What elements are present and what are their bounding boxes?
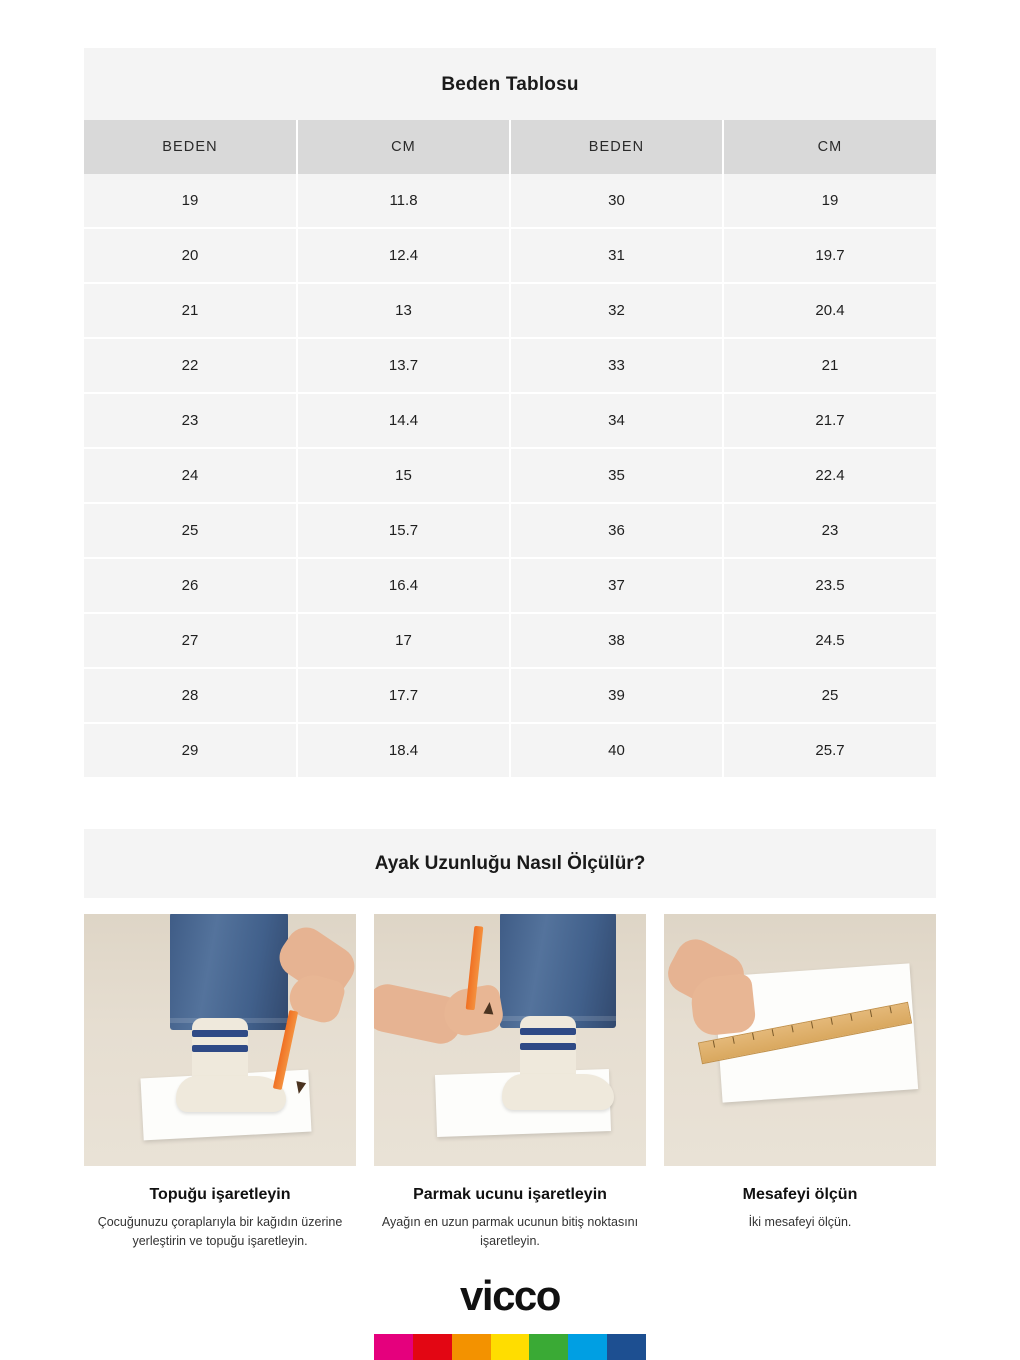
measure-step-3 bbox=[664, 914, 936, 1252]
cell: 29 bbox=[84, 723, 297, 777]
table-row bbox=[84, 283, 936, 338]
photo-heel-marking bbox=[84, 914, 356, 1166]
color-swatch-1 bbox=[374, 1334, 413, 1360]
cell: 31 bbox=[510, 228, 723, 283]
cell: 11.8 bbox=[297, 174, 510, 228]
table-row bbox=[84, 558, 936, 613]
cell: 17 bbox=[297, 613, 510, 668]
color-swatch-3 bbox=[452, 1334, 491, 1360]
measure-step-1 bbox=[84, 914, 356, 1252]
cell: 23 bbox=[723, 503, 936, 558]
cell: 35 bbox=[510, 448, 723, 503]
cell: 21 bbox=[723, 338, 936, 393]
measure-section bbox=[84, 829, 936, 1252]
step-heading: Mesafeyi ölçün bbox=[742, 1186, 858, 1203]
cell: 15.7 bbox=[297, 503, 510, 558]
table-row bbox=[84, 174, 936, 228]
step-description: Ayağın en uzun parmak ucunun bitiş noktasını işaretleyin. bbox=[381, 1215, 639, 1249]
color-swatch-2 bbox=[413, 1334, 452, 1360]
cell: 19.7 bbox=[723, 228, 936, 283]
cell: 13.7 bbox=[297, 338, 510, 393]
table-row bbox=[84, 668, 936, 723]
table-row bbox=[84, 393, 936, 448]
size-table-title: Beden Tablosu bbox=[84, 48, 936, 120]
step-heading: Topuğu işaretleyin bbox=[149, 1186, 291, 1203]
cell: 15 bbox=[297, 448, 510, 503]
cell: 32 bbox=[510, 283, 723, 338]
color-swatch-6 bbox=[568, 1334, 607, 1360]
brand-color-bar bbox=[374, 1334, 646, 1360]
cell: 27 bbox=[84, 613, 297, 668]
photo-measuring-ruler bbox=[664, 914, 936, 1166]
cell: 33 bbox=[510, 338, 723, 393]
cell: 24 bbox=[84, 448, 297, 503]
table-row bbox=[84, 503, 936, 558]
measure-section-title: Ayak Uzunluğu Nasıl Ölçülür? bbox=[84, 829, 936, 898]
step-description: İki mesafeyi ölçün. bbox=[748, 1215, 852, 1229]
brand-logo-vicco: vicco bbox=[460, 1272, 560, 1319]
cell: 30 bbox=[510, 174, 723, 228]
column-header-beden-1: BEDEN bbox=[84, 120, 297, 174]
cell: 34 bbox=[510, 393, 723, 448]
cell: 17.7 bbox=[297, 668, 510, 723]
table-row bbox=[84, 613, 936, 668]
size-table-card bbox=[84, 48, 936, 777]
cell: 25.7 bbox=[723, 723, 936, 777]
cell: 23.5 bbox=[723, 558, 936, 613]
cell: 21.7 bbox=[723, 393, 936, 448]
cell: 16.4 bbox=[297, 558, 510, 613]
measure-step-2 bbox=[374, 914, 646, 1252]
color-swatch-5 bbox=[529, 1334, 568, 1360]
cell: 14.4 bbox=[297, 393, 510, 448]
cell: 26 bbox=[84, 558, 297, 613]
table-row bbox=[84, 723, 936, 777]
cell: 24.5 bbox=[723, 613, 936, 668]
cell: 19 bbox=[723, 174, 936, 228]
table-header-row bbox=[84, 120, 936, 174]
cell: 38 bbox=[510, 613, 723, 668]
cell: 22.4 bbox=[723, 448, 936, 503]
cell: 19 bbox=[84, 174, 297, 228]
table-row bbox=[84, 448, 936, 503]
photo-toe-marking bbox=[374, 914, 646, 1166]
cell: 21 bbox=[84, 283, 297, 338]
cell: 18.4 bbox=[297, 723, 510, 777]
cell: 37 bbox=[510, 558, 723, 613]
table-row bbox=[84, 338, 936, 393]
step-heading: Parmak ucunu işaretleyin bbox=[413, 1186, 607, 1203]
cell: 20 bbox=[84, 228, 297, 283]
cell: 20.4 bbox=[723, 283, 936, 338]
column-header-cm-1: CM bbox=[297, 120, 510, 174]
cell: 12.4 bbox=[297, 228, 510, 283]
cell: 13 bbox=[297, 283, 510, 338]
table-row bbox=[84, 228, 936, 283]
footer-brand-area bbox=[0, 1272, 1020, 1360]
color-swatch-4 bbox=[491, 1334, 530, 1360]
column-header-cm-2: CM bbox=[723, 120, 936, 174]
cell: 40 bbox=[510, 723, 723, 777]
cell: 28 bbox=[84, 668, 297, 723]
cell: 25 bbox=[723, 668, 936, 723]
step-description: Çocuğunuzu çoraplarıyla bir kağıdın üzerine yerleştirin ve topuğu işaretleyin. bbox=[97, 1215, 343, 1249]
cell: 25 bbox=[84, 503, 297, 558]
cell: 39 bbox=[510, 668, 723, 723]
size-table bbox=[84, 120, 936, 777]
column-header-beden-2: BEDEN bbox=[510, 120, 723, 174]
measure-steps bbox=[84, 914, 936, 1252]
cell: 22 bbox=[84, 338, 297, 393]
cell: 36 bbox=[510, 503, 723, 558]
cell: 23 bbox=[84, 393, 297, 448]
color-swatch-7 bbox=[607, 1334, 646, 1360]
